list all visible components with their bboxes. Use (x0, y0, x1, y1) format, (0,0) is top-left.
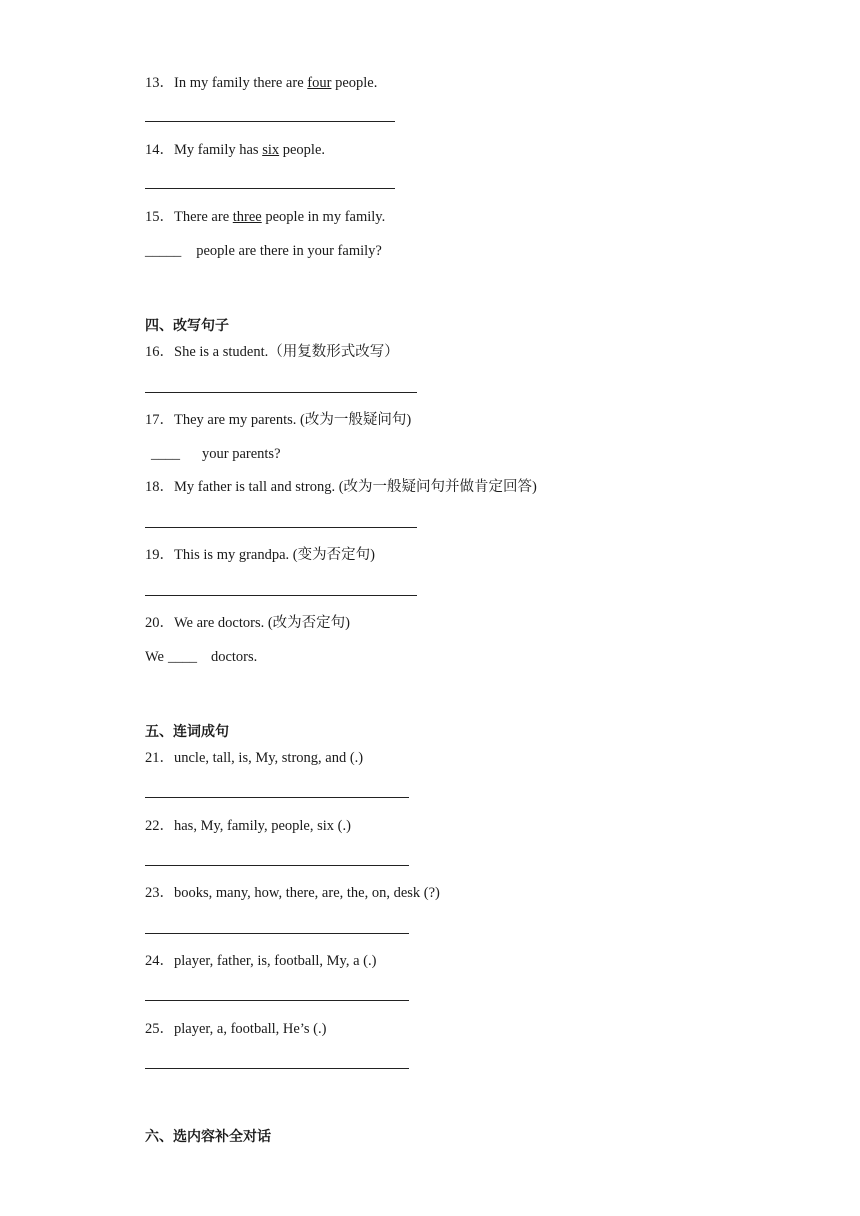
section-6-heading: 六、选内容补全对话 (145, 1129, 271, 1145)
question-21 (145, 749, 363, 767)
question-text: books, many, how, there, are, the, on, desk (?) (174, 885, 440, 901)
fill-in-text: your parents? (202, 446, 281, 462)
fill-in-text: people are there in your family? (196, 243, 382, 259)
question-text: has, My, family, people, six (.) (174, 818, 351, 834)
underlined-word: six (262, 142, 280, 158)
question-text: In my family there are (174, 75, 308, 91)
answer-line-14[interactable] (145, 188, 395, 189)
fill-in-text: doctors. (210, 649, 258, 665)
fill-in-15 (145, 242, 382, 260)
answer-line-22[interactable] (145, 865, 409, 866)
question-text: We are doctors. (改为否定句) (174, 615, 351, 631)
question-number: 19． (145, 547, 174, 563)
answer-line-24[interactable] (145, 1000, 409, 1001)
question-text-end: people in my family. (261, 209, 386, 225)
answer-line-18[interactable] (145, 527, 417, 528)
answer-line-13[interactable] (145, 121, 395, 122)
blank-15[interactable]: _____ (145, 243, 182, 259)
question-25 (145, 1020, 326, 1038)
question-text: There are (174, 209, 233, 225)
question-number: 24． (145, 953, 174, 969)
question-19 (145, 546, 375, 564)
question-24 (145, 952, 376, 970)
answer-line-16[interactable] (145, 392, 417, 393)
question-text: She is a student.（用复数形式改写） (174, 344, 399, 360)
question-14 (145, 141, 325, 159)
answer-line-19[interactable] (145, 595, 417, 596)
underlined-word: four (307, 75, 332, 91)
answer-line-21[interactable] (145, 797, 409, 798)
question-18 (145, 478, 537, 496)
fill-in-lead: We (145, 649, 164, 665)
question-13 (145, 74, 377, 92)
question-20 (145, 614, 350, 632)
question-text: uncle, tall, is, My, strong, and (.) (174, 750, 364, 766)
underlined-word: three (232, 209, 262, 225)
question-number: 17． (145, 412, 174, 428)
section-4-heading: 四、改写句子 (145, 318, 229, 334)
section-5-heading: 五、连词成句 (145, 724, 229, 740)
question-16 (145, 343, 399, 361)
question-number: 14． (145, 142, 174, 158)
question-number: 22． (145, 818, 174, 834)
fill-in-20 (145, 648, 257, 666)
question-number: 21． (145, 750, 174, 766)
question-number: 18． (145, 479, 174, 495)
question-text: player, father, is, football, My, a (.) (174, 953, 377, 969)
blank-17[interactable]: ____ (151, 446, 180, 462)
question-text-end: people. (279, 142, 326, 158)
question-number: 20． (145, 615, 174, 631)
blank-20[interactable]: ____ (167, 649, 197, 665)
question-number: 25． (145, 1021, 174, 1037)
question-text: My father is tall and strong. (改为一般疑问句并做肯定回答) (174, 479, 537, 495)
question-15 (145, 208, 385, 226)
question-text-end: people. (331, 75, 378, 91)
question-number: 23． (145, 885, 174, 901)
question-22 (145, 817, 351, 835)
question-number: 13． (145, 75, 174, 91)
question-23 (145, 884, 440, 902)
answer-line-25[interactable] (145, 1068, 409, 1069)
question-17 (145, 411, 411, 429)
question-text: This is my grandpa. (变为否定句) (174, 547, 375, 563)
question-number: 16． (145, 344, 174, 360)
question-text: My family has (174, 142, 263, 158)
fill-in-17 (151, 445, 281, 463)
answer-line-23[interactable] (145, 933, 409, 934)
question-number: 15． (145, 209, 174, 225)
question-text: They are my parents. (改为一般疑问句) (174, 412, 412, 428)
question-text: player, a, football, He’s (.) (174, 1021, 327, 1037)
